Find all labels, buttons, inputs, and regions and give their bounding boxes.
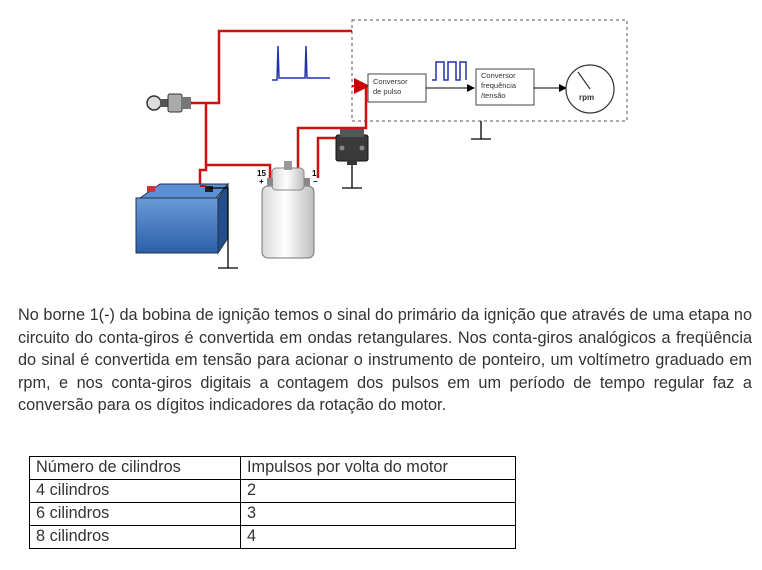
rpm-gauge-icon — [566, 65, 614, 113]
pulse-converter-label-2: de pulso — [373, 87, 402, 96]
freq-converter-label-1: Conversor — [481, 71, 516, 80]
ignition-key-icon — [147, 94, 191, 112]
ground-wire-module — [342, 165, 362, 188]
freq-converter-label-2: frequência — [481, 81, 517, 90]
cylinders-impulses-table — [29, 456, 516, 549]
table-cell: 4 cilindros — [30, 480, 241, 503]
table-header-row — [30, 457, 516, 480]
table-cell: 3 — [241, 503, 516, 526]
freq-converter-label-3: /tensão — [481, 91, 506, 100]
terminal-15-label: 15 — [257, 169, 266, 178]
terminal-1-sign: − — [313, 177, 318, 186]
table-row — [30, 480, 516, 503]
rpm-label: rpm — [579, 93, 595, 102]
table-row — [30, 526, 516, 549]
battery-icon — [136, 184, 228, 253]
terminal-1-label: 1 — [312, 169, 317, 178]
ignition-module-icon — [336, 129, 368, 165]
pulse-converter-label-1: Conversor — [373, 77, 408, 86]
square-wave-icon — [432, 62, 466, 80]
table-header-cell: Número de cilindros — [30, 457, 241, 480]
table-cell: 2 — [241, 480, 516, 503]
table-cell: 6 cilindros — [30, 503, 241, 526]
table-cell: 4 — [241, 526, 516, 549]
table-header-cell: Impulsos por volta do motor — [241, 457, 516, 480]
terminal-15-sign: + — [259, 177, 264, 186]
ground-symbol-tach — [471, 121, 491, 139]
table-cell: 8 cilindros — [30, 526, 241, 549]
table-row — [30, 503, 516, 526]
red-wires — [174, 31, 366, 186]
explanation-paragraph: No borne 1(-) da bobina de ignição temos o sinal do primário da ignição que através de uma etapa no circuito do conta-giros é convertida em ondas retangulares. Nos conta-giros analógicos a freqüência do sinal é convertida em tensão para acionar o instrumento de ponteiro, um voltímetro graduado em rpm, e nos conta-giros digitais a contagem dos pulsos em um período de tempo regular faz a conversão para os dígitos indicadores da rotação do motor. — [18, 306, 752, 414]
spike-waveform-icon — [272, 46, 330, 80]
